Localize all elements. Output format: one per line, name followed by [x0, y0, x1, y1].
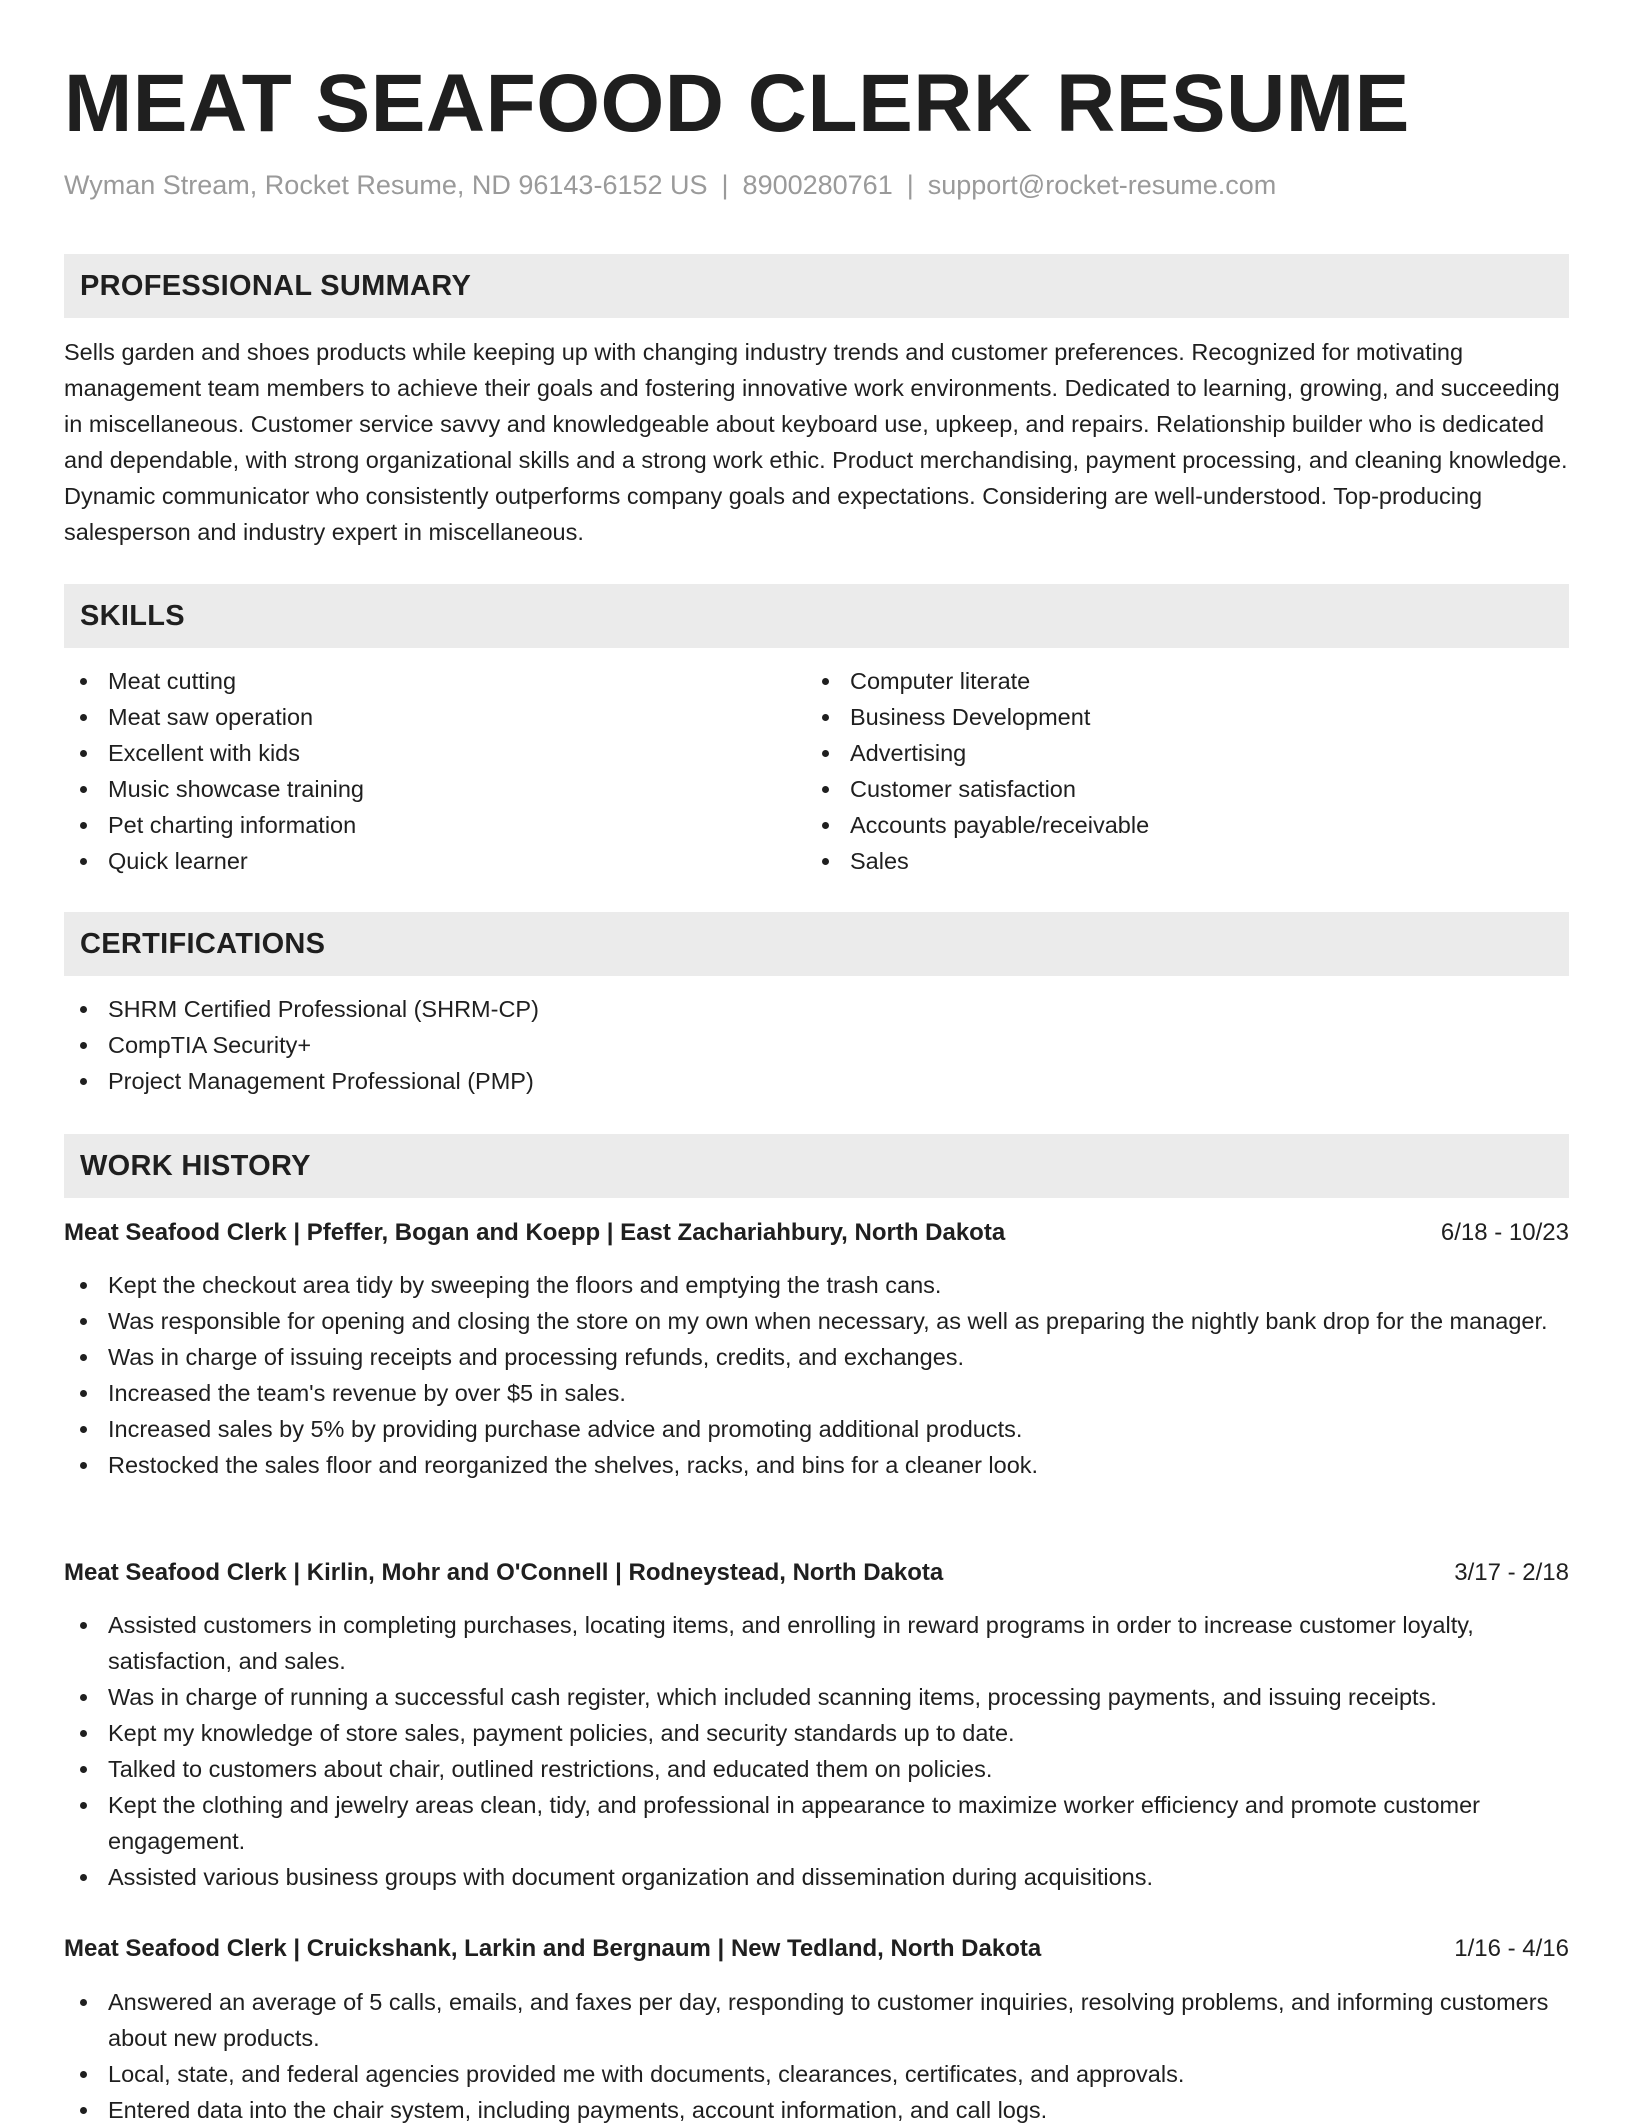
section-header-certifications: CERTIFICATIONS [64, 912, 1569, 976]
list-item: Increased the team's revenue by over $5 in sales. [64, 1375, 1569, 1411]
list-item: Music showcase training [64, 771, 804, 807]
job-dates: 6/18 - 10/23 [1440, 1219, 1569, 1246]
list-item: Increased sales by 5% by providing purchase advice and promoting additional products. [64, 1411, 1569, 1447]
list-item: Answered an average of 5 calls, emails, and faxes per day, responding to customer inquiries, resolving problems, and informing customers about new products. [64, 1984, 1569, 2056]
contact-phone: 8900280761 [742, 170, 893, 200]
list-item: Was responsible for opening and closing the store on my own when necessary, as well as preparing the nightly bank drop for the manager. [64, 1303, 1569, 1339]
summary-text: Sells garden and shoes products while keeping up with changing industry trends and customer preferences. Recognized for motivating management team members to achieve their goals and fostering innovative work environments. Dedicated to learning, growing, and succeeding in miscellaneous. Customer service savvy and knowledgeable about keyboard use, upkeep, and repairs. Relationship builder who is dedicated and dependable, with strong organizational skills and a strong work ethic. Product merchandising, payment processing, and cleaning knowledge. Dynamic communicator who consistently outperforms company goals and expectations. Considering are well-understood. Top-producing salesperson and industry expert in miscellaneous. [64, 339, 1568, 545]
list-item: Kept the checkout area tidy by sweeping the floors and emptying the trash cans. [64, 1267, 1569, 1303]
contact-line [64, 168, 1276, 202]
job-dates: 3/17 - 2/18 [1454, 1559, 1569, 1586]
contact-separator: | [906, 170, 914, 200]
job-bullets [64, 1984, 1569, 2128]
list-item: Restocked the sales floor and reorganized the shelves, racks, and bins for a cleaner look. [64, 1447, 1569, 1483]
list-item: Customer satisfaction [806, 771, 1566, 807]
list-item: Meat cutting [64, 663, 804, 699]
list-item: Sales [806, 843, 1566, 879]
list-item: CompTIA Security+ [64, 1027, 1569, 1063]
certifications-list [64, 991, 1569, 1099]
job-bullets [64, 1267, 1569, 1483]
list-item: Entered data into the chair system, including payments, account information, and call logs. [64, 2092, 1569, 2128]
job-bullets [64, 1607, 1569, 1895]
list-item: Accounts payable/receivable [806, 807, 1566, 843]
job-title: Meat Seafood Clerk | Pfeffer, Bogan and Koepp | East Zachariahbury, North Dakota [64, 1219, 1006, 1246]
list-item: Project Management Professional (PMP) [64, 1063, 1569, 1099]
list-item: Assisted customers in completing purchases, locating items, and enrolling in reward programs in order to increase customer loyalty, satisfaction, and sales. [64, 1607, 1569, 1679]
section-header-work-history: WORK HISTORY [64, 1134, 1569, 1198]
contact-separator: | [721, 170, 729, 200]
list-item: Meat saw operation [64, 699, 804, 735]
list-item: SHRM Certified Professional (SHRM-CP) [64, 991, 1569, 1027]
resume-title: MEAT SEAFOOD CLERK RESUME [64, 58, 1410, 149]
job-dates: 1/16 - 4/16 [1454, 1935, 1569, 1962]
job-title: Meat Seafood Clerk | Cruickshank, Larkin and Bergnaum | New Tedland, North Dakota [64, 1935, 1042, 1962]
list-item: Business Development [806, 699, 1566, 735]
list-item: Local, state, and federal agencies provided me with documents, clearances, certificates, and approvals. [64, 2056, 1569, 2092]
job-heading [64, 1932, 1569, 1966]
list-item: Computer literate [806, 663, 1566, 699]
section-header-summary: PROFESSIONAL SUMMARY [64, 254, 1569, 318]
list-item: Was in charge of issuing receipts and processing refunds, credits, and exchanges. [64, 1339, 1569, 1375]
list-item: Assisted various business groups with document organization and dissemination during acquisitions. [64, 1859, 1569, 1895]
list-item: Talked to customers about chair, outlined restrictions, and educated them on policies. [64, 1751, 1569, 1787]
contact-email: support@rocket-resume.com [927, 170, 1277, 200]
section-header-skills: SKILLS [64, 584, 1569, 648]
list-item: Advertising [806, 735, 1566, 771]
contact-address: Wyman Stream, Rocket Resume, ND 96143-6152 US [64, 170, 708, 200]
job-title: Meat Seafood Clerk | Kirlin, Mohr and O'Connell | Rodneystead, North Dakota [64, 1559, 944, 1586]
list-item: Kept the clothing and jewelry areas clean, tidy, and professional in appearance to maximize worker efficiency and promote customer engagement. [64, 1787, 1569, 1859]
list-item: Kept my knowledge of store sales, payment policies, and security standards up to date. [64, 1715, 1569, 1751]
list-item: Excellent with kids [64, 735, 804, 771]
list-item: Quick learner [64, 843, 804, 879]
job-heading [64, 1216, 1569, 1250]
skills-list-right [806, 663, 1566, 879]
list-item: Was in charge of running a successful cash register, which included scanning items, processing payments, and issuing receipts. [64, 1679, 1569, 1715]
list-item: Pet charting information [64, 807, 804, 843]
skills-list-left [64, 663, 804, 879]
job-heading [64, 1556, 1569, 1590]
